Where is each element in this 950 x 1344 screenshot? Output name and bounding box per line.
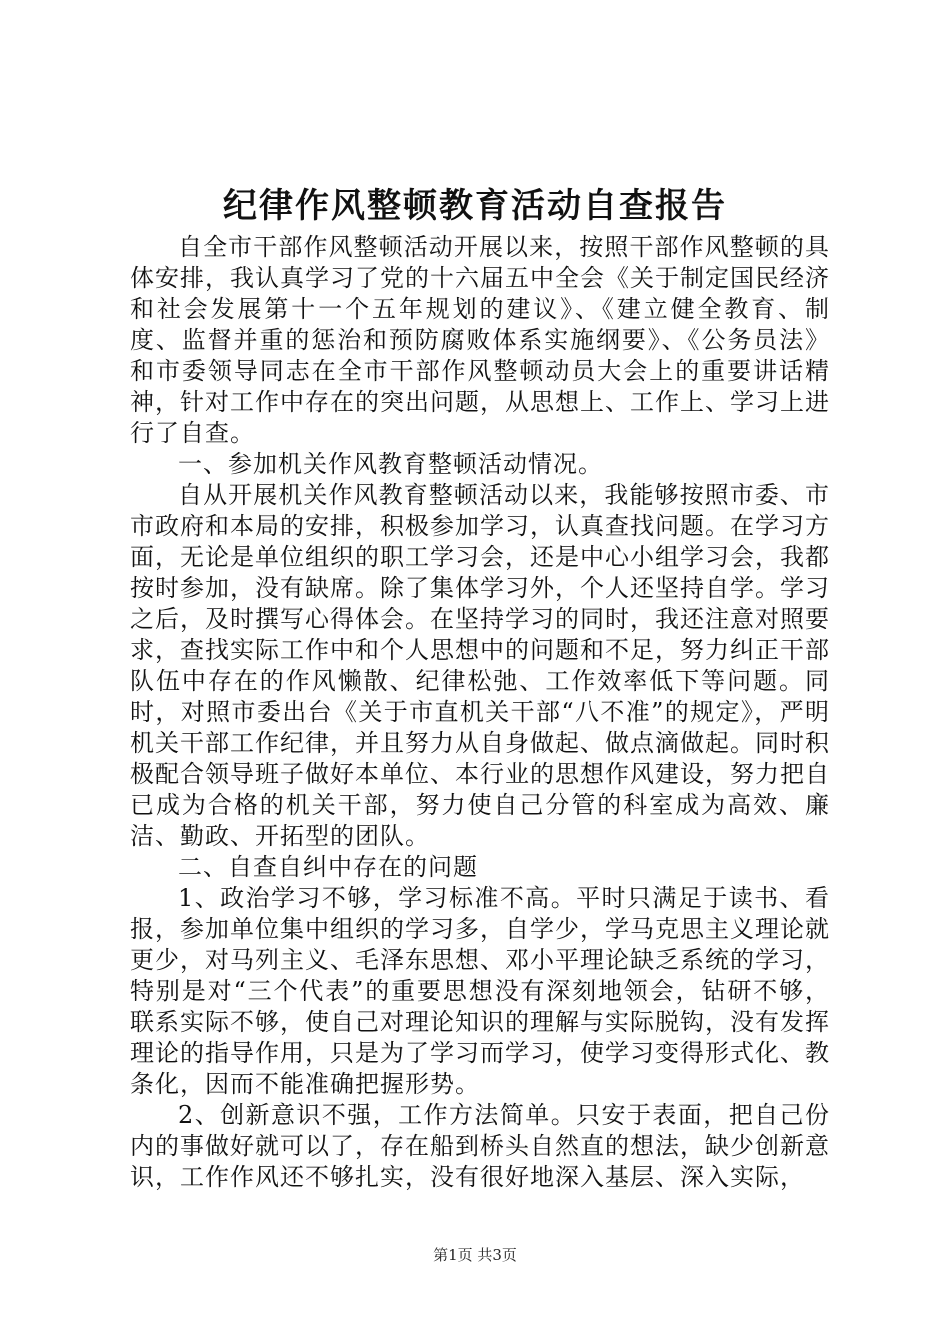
paragraph-section-1: 自从开展机关作风教育整顿活动以来，我能够按照市委、市市政府和本局的安排，积极参加学习，认真查找问题。在学习方面，无论是单位组织的职工学习会，还是中心小组学习会，我都按时参加，没有缺席。除了集体学习外，个人还坚持自学。学习之后，及时撰写心得体会。在坚持学习的同时，我还注意对照要求，查找实际工作中和个人思想中的问题和不足，努力纠正干部队伍中存在的作风懒散、纪律松弛、工作效率低下等问题。同时，对照市委出台《关于市直机关干部“八不准”的规定》，严明机关干部工作纪律，并且努力从自身做起、做点滴做起。同时积极配合领导班子做好本单位、本行业的思想作风建设，努力把自已成为合格的机关干部，努力使自己分管的科室成为高效、廉洁、勤政、开拓型的团队。 <box>130 481 830 850</box>
paragraph-intro: 自全市干部作风整顿活动开展以来，按照干部作风整顿的具体安排，我认真学习了党的十六届五中全会《关于制定国民经济和社会发展第十一个五年规划的建议》、《建立健全教育、制度、监督并重的惩治和预防腐败体系实施纲要》、《公务员法》和市委领导同志在全市干部作风整顿动员大会上的重要讲话精神，针对工作中存在的突出问题，从思想上、工作上、学习上进行了自查。 <box>130 233 830 447</box>
page-footer: 第1页 共3页 <box>433 1246 517 1264</box>
document-body <box>130 232 830 1193</box>
section-heading-1: 一、参加机关作风教育整顿活动情况。 <box>178 450 603 478</box>
document-title: 纪律作风整顿教育活动自查报告 <box>223 186 727 226</box>
paragraph-problem-1: 1、政治学习不够，学习标准不高。平时只满足于读书、看报，参加单位集中组织的学习多，自学少，学马克思主义理论就更少，对马列主义、毛泽东思想、邓小平理论缺乏系统的学习，特别是对“三个代表”的重要思想没有深刻地领会，钻研不够，联系实际不够，使自己对理论知识的理解与实际脱钩，没有发挥理论的指导作用，只是为了学习而学习，使学习变得形式化、教条化，因而不能准确把握形势。 <box>130 884 830 1098</box>
paragraph-problem-2: 2、创新意识不强，工作方法简单。只安于表面，把自己份内的事做好就可以了，存在船到桥头自然直的想法，缺少创新意识，工作作风还不够扎实，没有很好地深入基层、深入实际， <box>130 1101 830 1191</box>
section-heading-2: 二、自查自纠中存在的问题 <box>178 853 478 881</box>
